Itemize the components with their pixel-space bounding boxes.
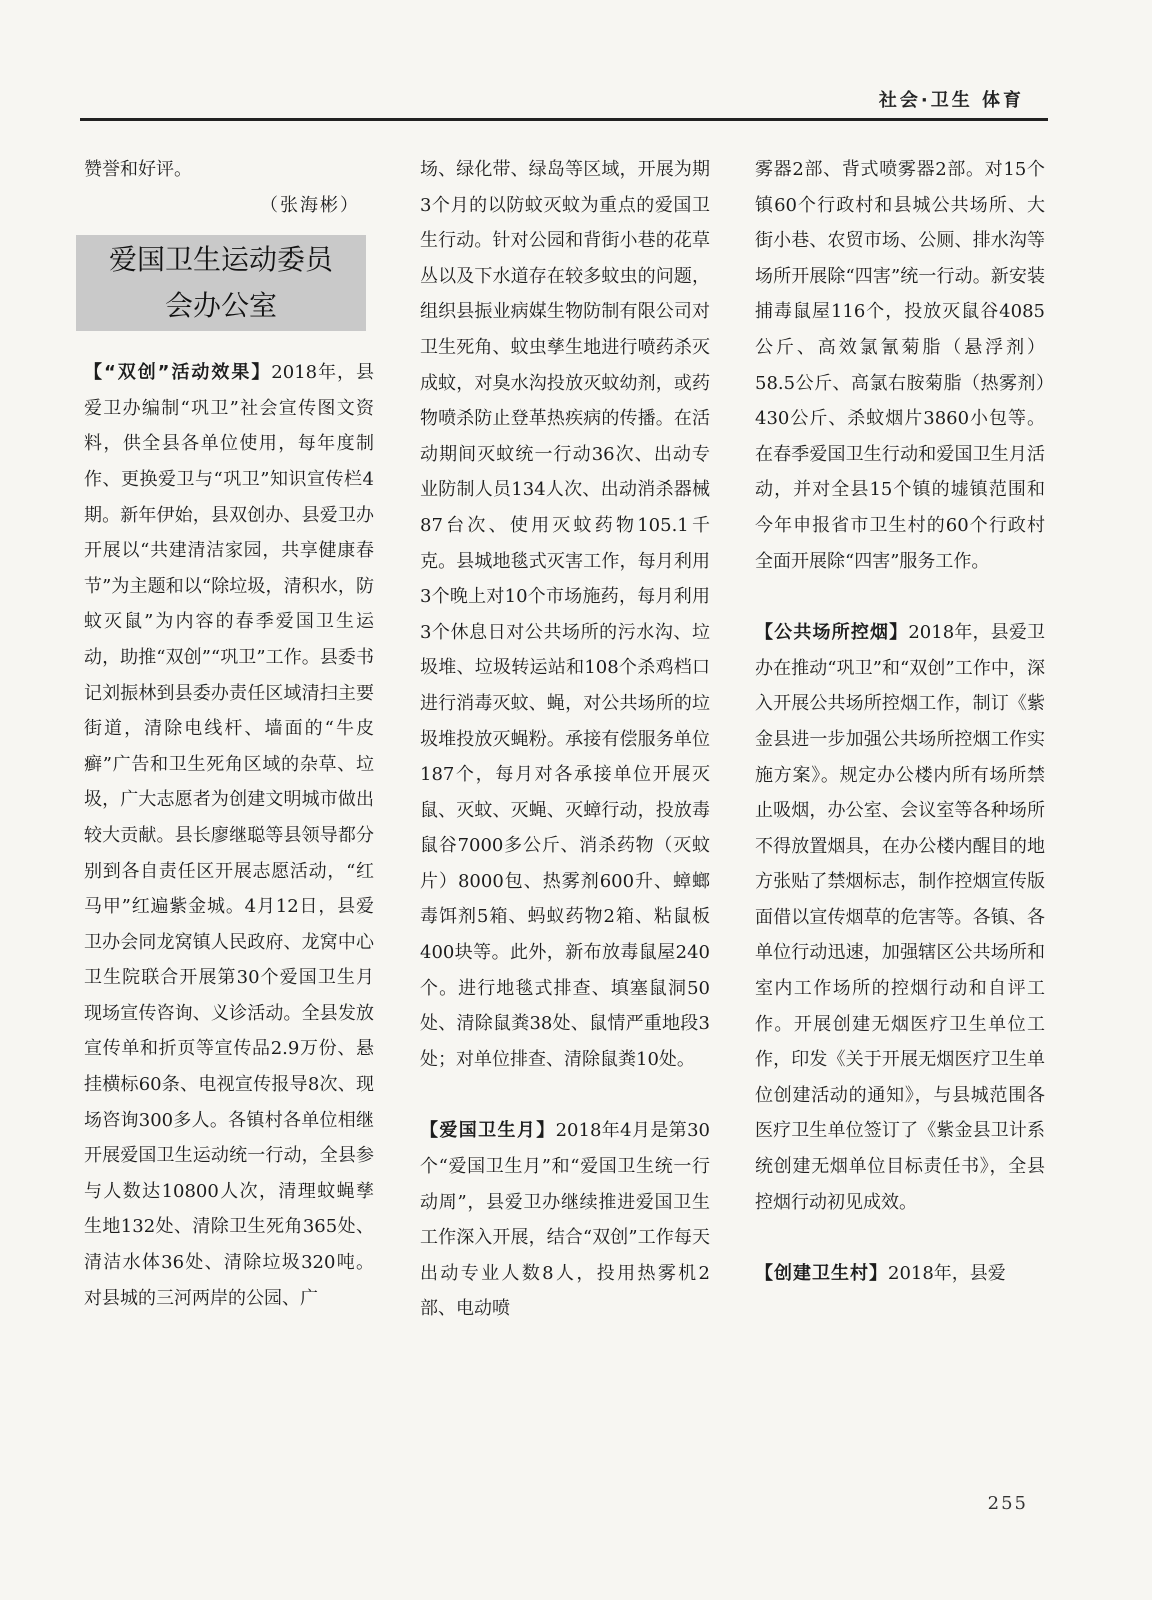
header-rule	[80, 118, 1048, 121]
column-2	[420, 152, 710, 1327]
paragraph-mosquito-control: 场、绿化带、绿岛等区域，开展为期3个月的以防蚊灭蚊为重点的爱国卫生行动。针对公园和背街小巷的花草丛以及下水道存在较多蚊虫的问题，组织县振业病媒生物防制有限公司对卫生死角、蚊虫孳生地进行喷药杀灭成蚊，对臭水沟投放灭蚊幼剂，或药物喷杀防止登革热疾病的传播。在活动期间灭蚊统一行动36次、出动专业防制人员134人次、出动消杀器械87台次、使用灭蚊药物105.1千克。县城地毯式灭害工作，每月利用3个晚上对10个市场施药，每月利用3个休息日对公共场所的污水沟、垃圾堆、垃圾转运站和108个杀鸡档口进行消毒灭蚊、蝇，对公共场所的垃圾堆投放灭蝇粉。承接有偿服务单位187个，每月对各承接单位开展灭鼠、灭蚊、灭蝇、灭蟑行动，投放毒鼠谷7000多公斤、消杀药物（灭蚊片）8000包、热雾剂600升、蟑螂毒饵剂5箱、蚂蚁药物2箱、粘鼠板400块等。此外，新布放毒鼠屋240个。进行地毯式排查、填塞鼠洞50处、清除鼠粪38处、鼠情严重地段3处；对单位排查、清除鼠粪10处。	[420, 159, 710, 1070]
paragraph-tobacco-control	[755, 615, 1045, 1220]
paragraph-tag: 【爱国卫生月】	[420, 1120, 556, 1142]
byline: （张海彬）	[260, 194, 360, 216]
column-3	[755, 152, 1045, 1292]
section-title: 爱国卫生运动委员会办公室	[108, 243, 333, 323]
column-1	[84, 152, 374, 1316]
paragraph-tag: 【公共场所控烟】	[755, 622, 909, 644]
paragraph-tag: 【创建卫生村】	[755, 1263, 888, 1285]
paragraph-shuangchuang	[84, 355, 374, 1316]
paragraph-body: 2018年，县爱卫办编制“巩卫”社会宣传图文资料，供全县各单位使用，每年度制作、更换爱卫与“巩卫”知识宣传栏4期。新年伊始，县双创办、县爱卫办开展以“共建清洁家园，共享健康春节”为主题和以“除垃圾，清积水，防蚊灭鼠”为内容的春季爱国卫生运动，助推“双创”“巩卫”工作。县委书记刘振林到县委办责任区域清扫主要街道，清除电线杆、墙面的“牛皮癣”广告和卫生死角区域的杂草、垃圾，广大志愿者为创建文明城市做出较大贡献。县长廖继聪等县领导都分别到各自责任区开展志愿活动，“红马甲”红遍紫金城。4月12日，县爱卫办会同龙窝镇人民政府、龙窝中心卫生院联合开展第30个爱国卫生月现场宣传咨询、义诊活动。全县发放宣传单和折页等宣传品2.9万份、悬挂横标60条、电视宣传报导8次、现场咨询300多人。各镇村各单位相继开展爱国卫生运动统一行动，全县参与人数达10800人次，清理蚊蝇孳生地132处、清除卫生死角365处、清洁水体36处、清除垃圾320吨。对县城的三河两岸的公园、广	[84, 362, 374, 1309]
paragraph-four-pests: 雾器2部、背式喷雾器2部。对15个镇60个行政村和县城公共场所、大街小巷、农贸市场、公厕、排水沟等场所开展除“四害”统一行动。新安装捕毒鼠屋116个，投放灭鼠谷4085公斤、高效氯氰菊脂（悬浮剂）58.5公斤、高氯右胺菊脂（热雾剂）430公斤、杀蚊烟片3860小包等。在春季爱国卫生行动和爱国卫生月活动，并对全县15个镇的墟镇范围和今年申报省市卫生村的60个行政村全面开展除“四害”服务工作。	[755, 159, 1045, 572]
paragraph-tag: 【“双创”活动效果】	[84, 362, 272, 384]
paragraph-gap	[755, 579, 1045, 615]
paragraph-patriotic-health-month	[420, 1113, 710, 1327]
paragraph-body: 2018年，县爱卫办在推动“巩卫”和“双创”工作中，深入开展公共场所控烟工作，制订《紫金县进一步加强公共场所控烟工作实施方案》。规定办公楼内所有场所禁止吸烟，办公室、会议室等各种场所不得放置烟具，在办公楼内醒目的地方张贴了禁烟标志，制作控烟宣传版面借以宣传烟草的危害等。各镇、各单位行动迅速，加强辖区公共场所和室内工作场所的控烟行动和自评工作。开展创建无烟医疗卫生单位工作，印发《关于开展无烟医疗卫生单位创建活动的通知》，与县城范围各医疗卫生单位签订了《紫金县卫计系统创建无烟单位目标责任书》，全县控烟行动初见成效。	[755, 622, 1046, 1213]
paragraph-body: 2018年4月是第30个“爱国卫生月”和“爱国卫生统一行动周”，县爱卫办继续推进爱国卫生工作深入开展，结合“双创”工作每天出动专业人数8人，投用热雾机2部、电动喷	[420, 1120, 711, 1320]
section-title-box	[76, 235, 366, 331]
paragraph-gap	[420, 1077, 710, 1113]
continuation-text: 赞誉和好评。	[84, 159, 192, 180]
section-header-title: 社会·卫生 体育	[878, 90, 1024, 111]
paragraph-gap	[755, 1220, 1045, 1256]
page-number: 255	[987, 1493, 1028, 1514]
paragraph-sanitary-village	[755, 1256, 1045, 1292]
paragraph-body: 2018年，县爱	[888, 1263, 1006, 1285]
